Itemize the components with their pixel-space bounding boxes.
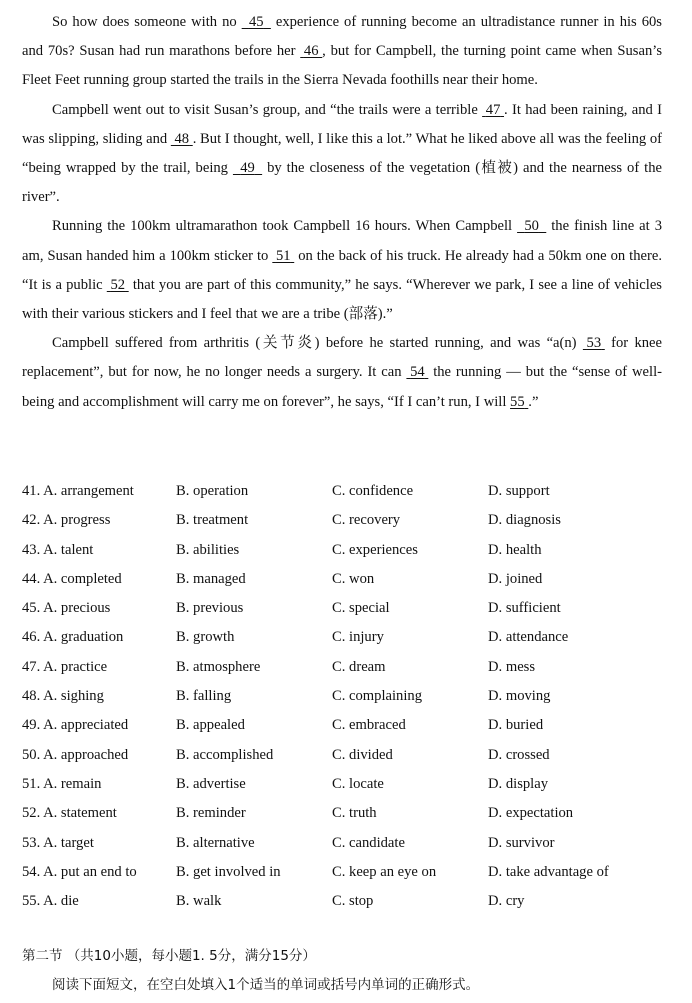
option-b: B. abilities [176,541,240,558]
option-d: D. expectation [488,805,574,822]
blank-46: 46 [303,43,319,60]
blank-49: 49 [240,160,255,177]
option-a: 52. A. statement [22,805,117,822]
option-b: B. managed [176,570,246,587]
option-row [22,799,672,828]
blank-45: 45 [248,14,264,30]
blank-55: 55 [510,393,525,410]
option-c: C. candidate [332,834,405,851]
option-row [22,741,672,770]
option-c: C. stop [332,893,374,910]
option-d: D. joined [488,570,543,587]
option-b: B. get involved in [176,863,281,880]
option-d: D. survivor [488,834,555,851]
blank-48: 48 [174,130,190,147]
blank-51: 51 [275,247,291,264]
option-d: D. health [488,541,542,558]
option-row [22,682,672,711]
option-a: 50. A. approached [22,746,129,763]
paragraph-1: So how does someone with no 45 experience of running become an ultradistance runner in his 60s and 70s? Susan had run marathons before her 46 , but for Campbell, the turning point came when Susan’s Fleet Feet running group started the trails in the Sierra Nevada foothills near their home. [22,8,662,96]
option-c: C. special [332,600,390,617]
option-d: D. diagnosis [488,512,561,529]
option-c: C. experiences [332,541,418,558]
option-a: 53. A. target [22,834,94,851]
option-row [22,565,672,594]
option-a: 46. A. graduation [22,629,124,646]
option-c: C. recovery [332,512,401,529]
option-row [22,536,672,565]
option-d: D. cry [488,893,525,910]
blank-54: 54 [410,364,425,381]
option-d: D. sufficient [488,600,561,617]
option-d: D. take advantage of [488,863,609,880]
option-b: B. walk [176,893,222,910]
paragraph-2: Campbell went out to visit Susan’s group, and “the trails were a terrible 47 . It had been raining, and I was slipping, sliding and 48 . But I thought, well, I like this a lot.” What he liked above all was the feeling of “being wrapped by the trail, being 49 by the closeness of the vegetation (植被) and the nearness of the river”. [22,96,662,213]
option-row [22,858,672,887]
option-b: B. growth [176,629,235,646]
option-row [22,711,672,740]
paragraph-3: Running the 100km ultramarathon took Campbell 16 hours. When Campbell 50 the finish line at 3 am, Susan handed him a 100km sticker to 51 on the back of his truck. He already had a 50km one on there. “It is a public 52 that you are part of this community,” he says. “Wherever we park, I see a line of vehicles with their various stickers and I feel that we are a tribe (部落).” [22,212,662,329]
option-a: 45. A. precious [22,600,111,617]
option-c: C. truth [332,805,377,822]
option-c: C. complaining [332,688,422,705]
option-b: B. advertise [176,775,246,792]
option-d: D. attendance [488,629,569,646]
option-row [22,506,672,535]
option-b: B. alternative [176,834,255,851]
answer-options [22,477,672,916]
option-a: 41. A. arrangement [22,483,134,499]
option-a: 47. A. practice [22,658,108,675]
option-c: C. locate [332,775,384,792]
option-row [22,887,672,916]
option-b: B. falling [176,688,232,705]
option-b: B. previous [176,600,244,617]
option-c: C. embraced [332,717,406,734]
option-d: D. display [488,775,548,792]
option-a: 43. A. talent [22,541,94,558]
option-a: 42. A. progress [22,512,111,529]
section-title: 第二节 （共10小题，每小题1. 5分，满分15分） [22,948,316,964]
option-c: C. injury [332,629,384,646]
blank-47: 47 [485,101,501,118]
option-b: B. atmosphere [176,658,261,675]
option-b: B. accomplished [176,746,274,763]
option-row [22,623,672,652]
option-a: 44. A. completed [22,570,122,587]
option-c: C. keep an eye on [332,863,437,880]
option-row [22,829,672,858]
blank-53: 53 [586,335,602,352]
option-a: 54. A. put an end to [22,863,137,880]
option-b: B. appealed [176,717,245,734]
option-b: B. reminder [176,805,246,822]
option-c: C. divided [332,746,393,763]
option-a: 48. A. sighing [22,688,104,705]
section-instruction: 阅读下面短文，在空白处填入1个适当的单词或括号内单词的正确形式。 [52,977,480,993]
option-row [22,770,672,799]
paragraph-4: Campbell suffered from arthritis (关节炎) before he started running, and was “a(n) 53 for knee replacement”, but for now, he no longer needs a surgery. It can 54 the running — but the “sense of well-being and accomplishment will carry me on forever”, he says, “If I can’t run, I will 55 .” [22,329,662,417]
blank-52: 52 [110,276,126,293]
option-row [22,477,672,506]
option-d: D. mess [488,658,536,675]
option-d: D. moving [488,688,551,705]
cloze-passage [22,8,662,417]
option-b: B. treatment [176,512,249,529]
option-row [22,653,672,682]
option-d: D. buried [488,717,544,734]
option-b: B. operation [176,483,249,499]
blank-50: 50 [524,218,539,235]
option-a: 51. A. remain [22,775,102,792]
option-row [22,594,672,623]
option-c: C. won [332,570,375,587]
option-d: D. support [488,483,550,499]
option-a: 55. A. die [22,893,79,910]
option-d: D. crossed [488,746,550,763]
option-a: 49. A. appreciated [22,717,129,734]
option-c: C. confidence [332,483,414,499]
option-c: C. dream [332,658,386,675]
